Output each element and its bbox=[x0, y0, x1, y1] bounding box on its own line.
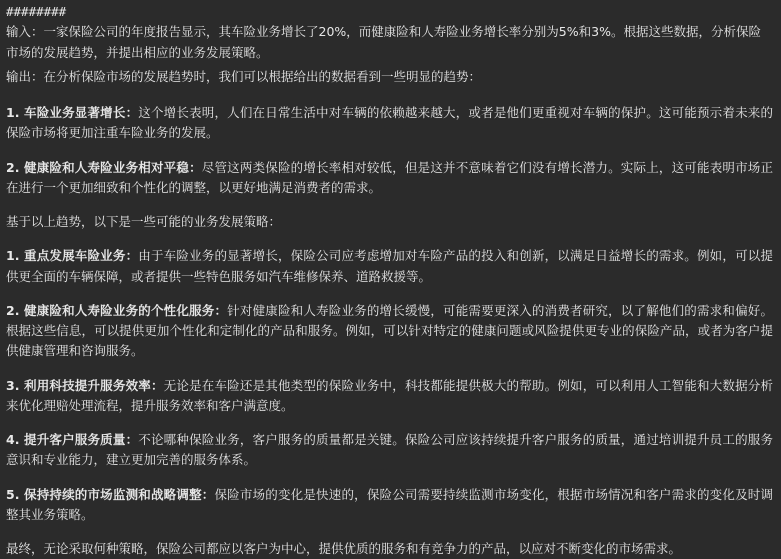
strategy-2-marker: 2. 健康险和人寿险业务的个性化服务： bbox=[6, 302, 228, 318]
strategy-2-text: 针对健康险和人寿险业务的增长缓慢，可能需要更深入的消费者研究，以了解他们的需求和偏好。根据这些信息，可以提供更加个性化和定制化的产品和服务。例如，可以针对特定的健康问题或风险提供更专业的保险产品，或者为客户提供健康管理和咨询服务。 bbox=[6, 302, 773, 359]
strategy-3-marker: 3. 利用科技提升服务效率： bbox=[6, 377, 164, 393]
trend-item-2 bbox=[6, 158, 773, 199]
output-intro-paragraph: 输出：在分析保险市场的发展趋势时，我们可以根据给出的数据看到一些明显的趋势： bbox=[6, 68, 482, 84]
section-separator: ######## bbox=[6, 4, 67, 19]
strategy-1-marker: 1. 重点发展车险业务： bbox=[6, 248, 139, 264]
strategy-item-2 bbox=[6, 301, 773, 362]
trend-2-text: 尽管这两类保险的增长率相对较低，但是这并不意味着它们没有增长潜力。实际上，这可能表明市场正在进行一个更加细致和个性化的调整，以更好地满足消费者的需求。 bbox=[6, 159, 773, 195]
trend-item-1 bbox=[6, 103, 773, 144]
input-paragraph: 输入：一家保险公司的年度报告显示，其车险业务增长了20%，而健康险和人寿险业务增长率分别为5%和3%。根据这些数据，分析保险市场的发展趋势，并提出相应的业务发展策略。 bbox=[6, 24, 761, 60]
strategy-1-text: 由于车险业务的显著增长，保险公司应考虑增加对车险产品的投入和创新，以满足日益增长的需求。例如，可以提供更全面的车辆保障，或者提供一些特色服务如汽车维修保养、道路救援等。 bbox=[6, 248, 773, 284]
strategy-item-3 bbox=[6, 376, 773, 417]
strategy-5-text: 保险市场的变化是快速的，保险公司需要持续监测市场变化，根据市场情况和客户需求的变化及时调整其业务策略。 bbox=[6, 486, 773, 522]
strategy-4-marker: 4. 提升客户服务质量： bbox=[6, 432, 139, 447]
trend-1-marker: 1. 车险业务显著增长： bbox=[6, 105, 139, 120]
strategy-intro-paragraph: 基于以上趋势，以下是一些可能的业务发展策略： bbox=[6, 214, 282, 229]
strategy-3-text: 无论是在车险还是其他类型的保险业务中，科技都能提供极大的帮助。例如，可以利用人工智能和大数据分析来优化理赔处理流程，提升服务效率和客户满意度。 bbox=[6, 377, 773, 413]
trend-2-marker: 2. 健康险和人寿险业务相对平稳： bbox=[6, 159, 202, 175]
strategy-item-1 bbox=[6, 246, 773, 287]
strategy-5-marker: 5. 保持持续的市场监测和战略调整： bbox=[6, 486, 215, 502]
strategy-item-5 bbox=[6, 485, 773, 526]
strategy-item-4 bbox=[6, 430, 773, 471]
conclusion-paragraph: 最终，无论采取何种策略，保险公司都应以客户为中心，提供优质的服务和有竞争力的产品，以应对不断变化的市场需求。 bbox=[6, 541, 682, 556]
trend-1-text: 这个增长表明，人们在日常生活中对车辆的依赖越来越大，或者是他们更重视对车辆的保护。这可能预示着未来的保险市场将更加注重车险业务的发展。 bbox=[6, 105, 773, 141]
strategy-4-text: 不论哪种保险业务，客户服务的质量都是关键。保险公司应该持续提升客户服务的质量，通过培训提升员工的服务意识和专业能力，建立更加完善的服务体系。 bbox=[6, 432, 773, 468]
